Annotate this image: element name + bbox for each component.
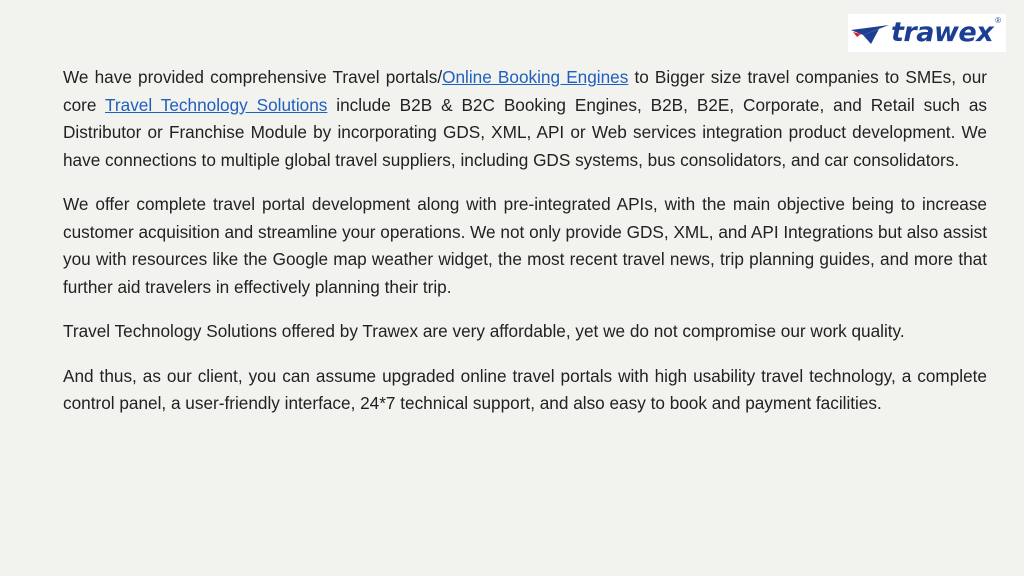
paragraph-4: And thus, as our client, you can assume upgraded online travel portals with high usability travel technology, a complete control panel, a user-friendly interface, 24*7 technical support, and also easy to book and payment facilities.: [63, 365, 987, 413]
online-booking-engines-link[interactable]: Online Booking Engines: [442, 67, 629, 87]
paragraph-3: Travel Technology Solutions offered by Trawex are very affordable, yet we do not compromise our work quality.: [63, 321, 905, 341]
paragraph-1: [63, 64, 987, 174]
document-body: [63, 64, 987, 435]
travel-technology-solutions-link[interactable]: Travel Technology Solutions: [105, 94, 328, 115]
logo-wordmark: trawex: [891, 16, 994, 48]
plane-icon: [850, 21, 890, 45]
paragraph-1-text-b: to Bigger size travel companies to SMEs, our core: [63, 67, 987, 115]
paragraph-2: We offer complete travel portal development along with pre-integrated APIs, with the main objective being to increase customer acquisition and streamline your operations. We not only provide GDS, XML, and API Integrations but also assist you with resources like the Google map weather widget, the most recent travel news, trip planning guides, and more that further aid travelers in effectively planning their trip.: [63, 194, 987, 297]
trawex-logo: [848, 14, 1006, 52]
registered-mark: ®: [995, 16, 1001, 25]
paragraph-1-text-a: We have provided comprehensive Travel portals/: [63, 67, 443, 87]
paragraph-1-text-c: include B2B & B2C Booking Engines, B2B, B2E, Corporate, and Retail such as Distributor or Franchise Module by incorporating GDS, XML, API or Web services integration product development. We have connections to multiple global travel suppliers, including GDS systems, bus consolidators, and car consolidators.: [63, 94, 987, 170]
